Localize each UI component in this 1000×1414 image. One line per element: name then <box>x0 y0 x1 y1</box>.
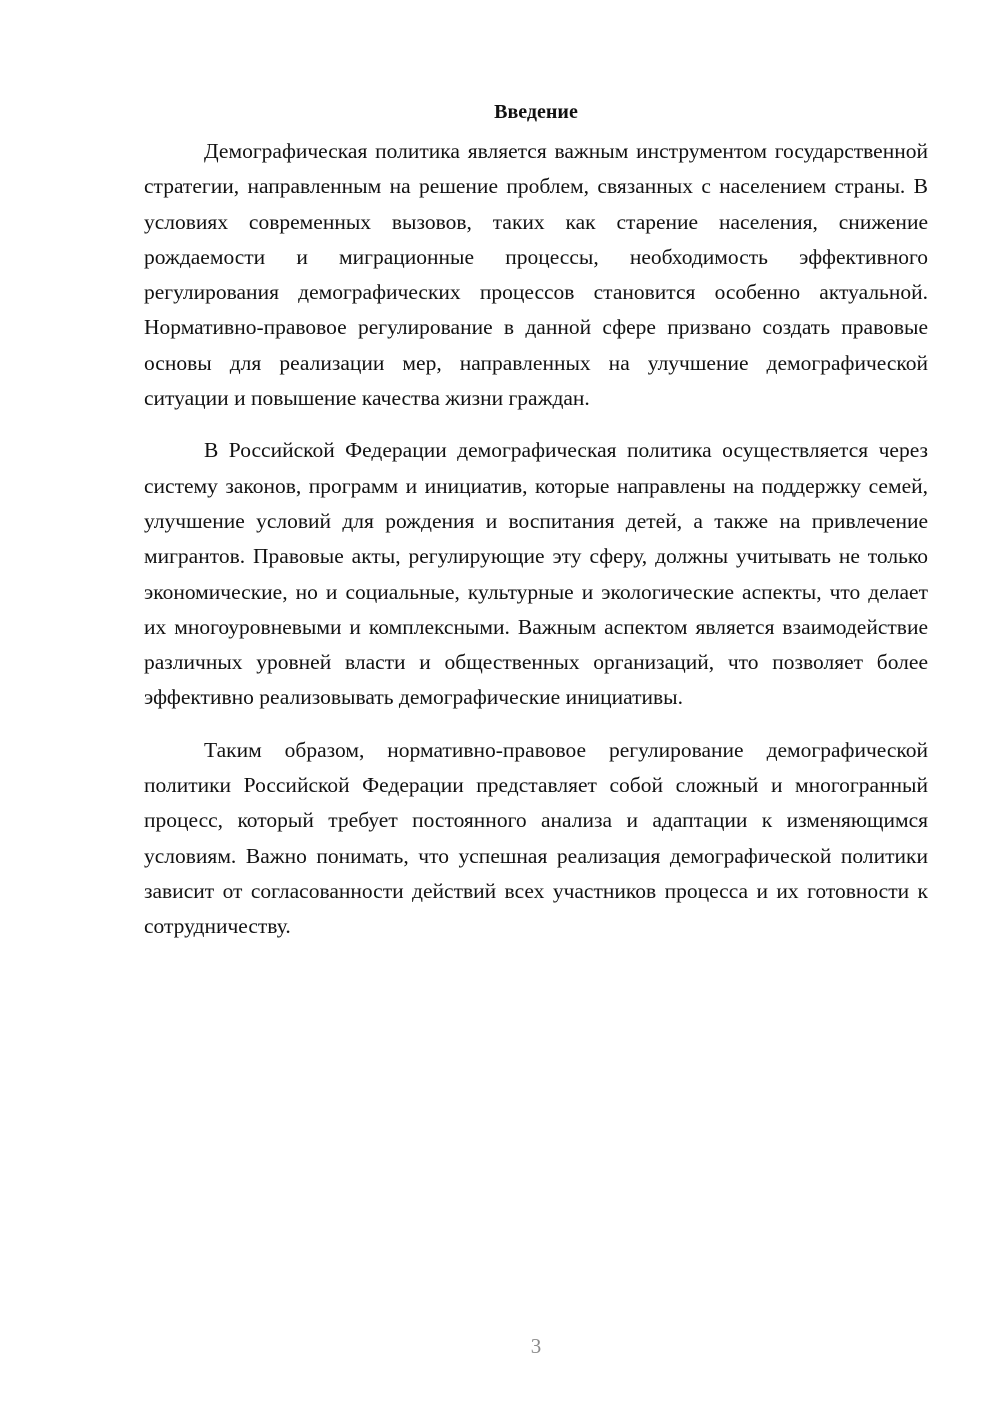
page-content <box>144 97 928 962</box>
page-number: 3 <box>530 1334 542 1358</box>
paragraph-2: В Российской Федерации демографическая политика осуществляется через систему законов, программ и инициатив, которые направлены на поддержку семей, улучшение условий для рождения и воспитания детей, а также на привлечение мигрантов. Правовые акты, регулирующие эту сферу, должны учитывать не только экономические, но и социальные, культурные и экологические аспекты, что делает их многоуровневыми и комплексными. Важным аспектом является взаимодействие различных уровней власти и общественных организаций, что позволяет более эффективно реализовывать демографические инициативы. <box>144 438 928 710</box>
paragraph-1: Демографическая политика является важным инструментом государственной стратегии, направленным на решение проблем, связанных с населением страны. В условиях современных вызовов, таких как старение населения, снижение рождаемости и миграционные процессы, необходимость эффективного регулирования демографических процессов становится особенно актуальной. Нормативно-правовое регулирование в данной сфере призвано создать правовые основы для реализации мер, направленных на улучшение демографической ситуации и повышение качества жизни граждан. <box>144 139 928 411</box>
paragraph-3: Таким образом, нормативно-правовое регулирование демографической политики Российской Федерации представляет собой сложный и многогранный процесс, который требует постоянного анализа и адаптации к изменяющимся условиям. Важно понимать, что успешная реализация демографической политики зависит от согласованности действий всех участников процесса и их готовности к сотрудничеству. <box>144 737 928 939</box>
section-heading: Введение <box>494 101 578 123</box>
